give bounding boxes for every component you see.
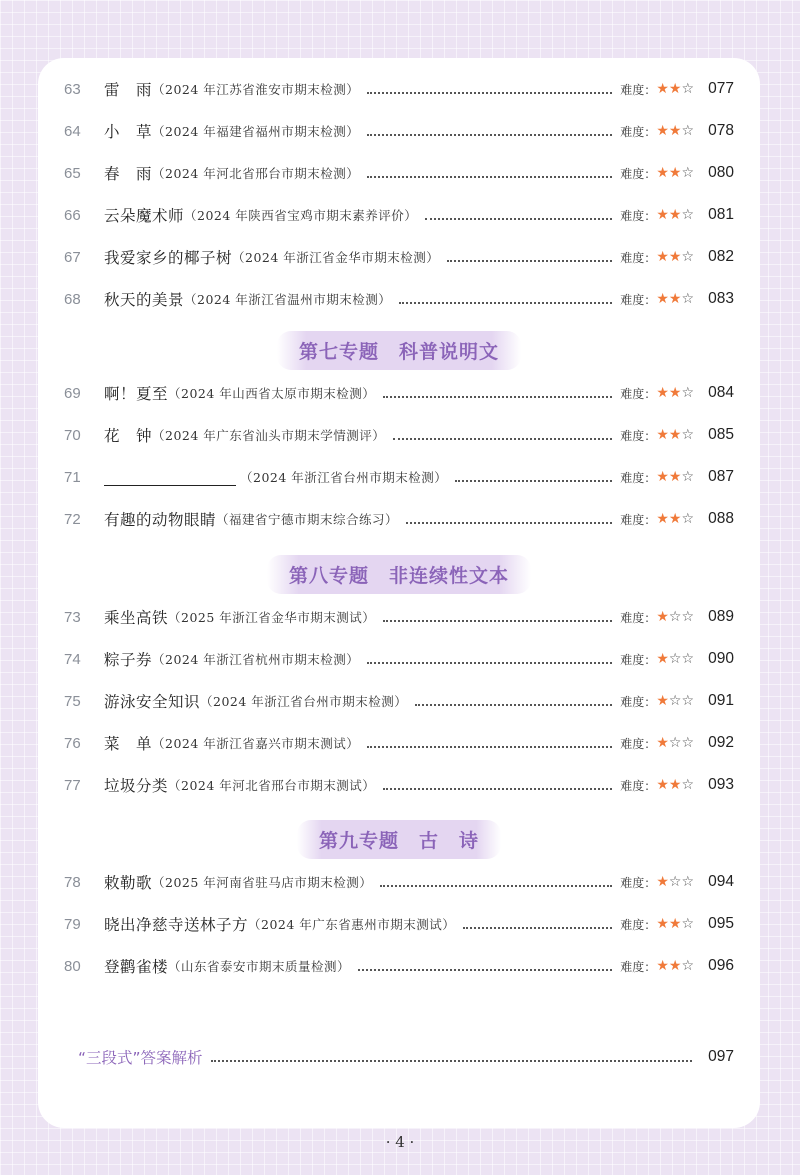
entry-title: 垃圾分类 [104, 777, 169, 795]
toc-entry[interactable] [38, 278, 760, 320]
entry-source: （2024 年陕西省宝鸡市期末素养评价） [184, 208, 418, 223]
difficulty-stars [656, 609, 694, 625]
entry-number: 73 [64, 608, 81, 626]
leader-dots [383, 620, 612, 622]
difficulty-stars [656, 207, 694, 223]
empty-star-icon: ☆ [668, 651, 682, 667]
difficulty-label: 难度： [620, 610, 657, 625]
empty-star-icon: ☆ [681, 207, 694, 223]
filled-star-icon: ★ [656, 777, 669, 793]
difficulty-label: 难度： [620, 166, 657, 181]
empty-star-icon: ☆ [681, 958, 694, 974]
filled-star-icon: ★ [656, 249, 669, 265]
filled-star-icon: ★ [668, 958, 682, 974]
leader-dots [367, 746, 612, 748]
entry-page: 078 [708, 122, 734, 139]
leader-dots [406, 522, 612, 524]
difficulty-stars [656, 735, 694, 751]
difficulty-stars [656, 916, 694, 932]
title-blank-line [104, 469, 236, 486]
entry-source: （2024 年浙江省杭州市期末检测） [152, 652, 360, 667]
section-banner: 第九专题 古 诗 [297, 820, 501, 859]
toc-entry[interactable] [38, 722, 760, 764]
entry-source: （2024 年浙江省台州市期末检测） [200, 694, 408, 709]
entry-source: （2024 年浙江省台州市期末检测） [240, 470, 448, 485]
filled-star-icon: ★ [668, 123, 682, 139]
leader-dots [425, 218, 612, 220]
entry-page: 089 [708, 608, 734, 625]
leader-dots [455, 480, 612, 482]
entry-title: 晓出净慈寺送林子方 [104, 916, 249, 934]
empty-star-icon: ☆ [681, 511, 694, 527]
section-banner-wrap [38, 820, 760, 859]
entry-title: 秋天的美景 [104, 291, 185, 309]
answer-key-entry[interactable] [38, 1042, 760, 1072]
entry-number: 79 [64, 915, 81, 933]
entry-source: （山东省泰安市期末质量检测） [168, 959, 351, 974]
leader-dots [415, 704, 612, 706]
toc-section [38, 372, 760, 540]
entry-title: 春 雨 [104, 165, 153, 183]
entry-page: 088 [708, 510, 734, 527]
entry-number: 66 [64, 206, 81, 224]
filled-star-icon: ★ [656, 385, 669, 401]
entry-number: 80 [64, 957, 81, 975]
difficulty-label: 难度： [620, 470, 657, 485]
section-banner: 第七专题 科普说明文 [277, 331, 521, 370]
difficulty-label: 难度： [620, 694, 657, 709]
entry-title: 敕勒歌 [104, 874, 153, 892]
toc-entry[interactable] [38, 638, 760, 680]
entry-source: （2024 年浙江省金华市期末检测） [232, 250, 440, 265]
empty-star-icon: ☆ [668, 609, 682, 625]
entry-title: 粽子券 [104, 651, 153, 669]
entry-page: 084 [708, 384, 734, 401]
difficulty-stars [656, 469, 694, 485]
entry-number: 78 [64, 873, 81, 891]
answer-key-label: “三段式”答案解析 [78, 1049, 203, 1067]
entry-number: 74 [64, 650, 81, 668]
filled-star-icon: ★ [668, 777, 682, 793]
entry-number: 72 [64, 510, 81, 528]
filled-star-icon: ★ [668, 469, 682, 485]
entry-page: 096 [708, 957, 734, 974]
empty-star-icon: ☆ [681, 693, 694, 709]
difficulty-label: 难度： [620, 208, 657, 223]
empty-star-icon: ☆ [681, 427, 694, 443]
toc-entry[interactable] [38, 372, 760, 414]
filled-star-icon: ★ [668, 207, 682, 223]
entry-title: 花 钟 [104, 427, 153, 445]
empty-star-icon: ☆ [681, 469, 694, 485]
difficulty-label: 难度： [620, 875, 657, 890]
filled-star-icon: ★ [656, 207, 669, 223]
leader-dots [367, 134, 612, 136]
toc-entry[interactable] [38, 152, 760, 194]
section-banner-wrap [38, 331, 760, 370]
entry-page: 090 [708, 650, 734, 667]
toc-entry[interactable] [38, 498, 760, 540]
leader-dots [399, 302, 612, 304]
leader-dots [447, 260, 612, 262]
entry-source: （2024 年广东省惠州市期末测试） [248, 917, 456, 932]
entry-page: 083 [708, 290, 734, 307]
difficulty-stars [656, 385, 694, 401]
entry-source: （2024 年江苏省淮安市期末检测） [152, 82, 360, 97]
filled-star-icon: ★ [656, 81, 669, 97]
difficulty-stars [656, 81, 694, 97]
toc-section [38, 596, 760, 806]
leader-dots [463, 927, 612, 929]
entry-number: 64 [64, 122, 81, 140]
filled-star-icon: ★ [656, 916, 669, 932]
toc-entry[interactable] [38, 236, 760, 278]
entry-page: 094 [708, 873, 734, 890]
toc-entry[interactable] [38, 596, 760, 638]
section-banner-wrap [38, 555, 760, 594]
toc-entry[interactable] [38, 861, 760, 903]
difficulty-label: 难度： [620, 512, 657, 527]
leader-dots [211, 1060, 692, 1062]
difficulty-stars [656, 693, 694, 709]
entry-source: （2024 年浙江省温州市期末检测） [184, 292, 392, 307]
toc-entry[interactable] [38, 68, 760, 110]
entry-page: 081 [708, 206, 734, 223]
entry-title: 云朵魔术师 [104, 207, 185, 225]
entry-page: 093 [708, 776, 734, 793]
entry-number: 71 [64, 468, 81, 486]
empty-star-icon: ☆ [681, 249, 694, 265]
difficulty-stars [656, 427, 694, 443]
entry-page: 095 [708, 915, 734, 932]
entry-title: 登鹳雀楼 [104, 958, 169, 976]
difficulty-label: 难度： [620, 386, 657, 401]
filled-star-icon: ★ [656, 735, 669, 751]
empty-star-icon: ☆ [681, 81, 694, 97]
empty-star-icon: ☆ [681, 735, 694, 751]
entry-number: 68 [64, 290, 81, 308]
entry-source: （2025 年浙江省金华市期末测试） [168, 610, 376, 625]
filled-star-icon: ★ [668, 291, 682, 307]
difficulty-stars [656, 874, 694, 890]
entry-source: （2024 年山西省太原市期末检测） [168, 386, 376, 401]
filled-star-icon: ★ [668, 916, 682, 932]
entry-source: （福建省宁德市期末综合练习） [216, 512, 399, 527]
leader-dots [383, 788, 612, 790]
filled-star-icon: ★ [656, 427, 669, 443]
difficulty-label: 难度： [620, 778, 657, 793]
entry-page: 077 [708, 80, 734, 97]
difficulty-label: 难度： [620, 292, 657, 307]
empty-star-icon: ☆ [681, 165, 694, 181]
difficulty-stars [656, 511, 694, 527]
filled-star-icon: ★ [656, 469, 669, 485]
difficulty-label: 难度： [620, 959, 657, 974]
filled-star-icon: ★ [656, 609, 669, 625]
filled-star-icon: ★ [668, 385, 682, 401]
entry-number: 75 [64, 692, 81, 710]
entry-page: 082 [708, 248, 734, 265]
filled-star-icon: ★ [656, 874, 669, 890]
difficulty-stars [656, 249, 694, 265]
filled-star-icon: ★ [656, 693, 669, 709]
entry-page: 087 [708, 468, 734, 485]
difficulty-label: 难度： [620, 82, 657, 97]
empty-star-icon: ☆ [681, 916, 694, 932]
entry-number: 70 [64, 426, 81, 444]
empty-star-icon: ☆ [681, 385, 694, 401]
leader-dots [367, 662, 612, 664]
entry-number: 67 [64, 248, 81, 266]
difficulty-label: 难度： [620, 124, 657, 139]
toc-section [38, 68, 760, 320]
entry-page: 091 [708, 692, 734, 709]
difficulty-label: 难度： [620, 250, 657, 265]
filled-star-icon: ★ [656, 291, 669, 307]
empty-star-icon: ☆ [681, 609, 694, 625]
toc-entry[interactable] [38, 903, 760, 945]
entry-source: （2024 年河北省邢台市期末测试） [168, 778, 376, 793]
entry-title: 小 草 [104, 123, 153, 141]
difficulty-stars [656, 123, 694, 139]
page-number: · 4 · [385, 1133, 415, 1151]
empty-star-icon: ☆ [668, 874, 682, 890]
entry-title: 啊！夏至 [104, 385, 169, 403]
filled-star-icon: ★ [656, 511, 669, 527]
difficulty-label: 难度： [620, 652, 657, 667]
entry-number: 63 [64, 80, 81, 98]
filled-star-icon: ★ [668, 427, 682, 443]
filled-star-icon: ★ [668, 249, 682, 265]
leader-dots [367, 92, 612, 94]
difficulty-stars [656, 958, 694, 974]
entry-source: （2024 年浙江省嘉兴市期末测试） [152, 736, 360, 751]
toc-entry[interactable] [38, 764, 760, 806]
entry-title: 雷 雨 [104, 81, 153, 99]
filled-star-icon: ★ [668, 511, 682, 527]
empty-star-icon: ☆ [681, 651, 694, 667]
toc-entry[interactable] [38, 456, 760, 498]
entry-page: 092 [708, 734, 734, 751]
entry-number: 69 [64, 384, 81, 402]
difficulty-label: 难度： [620, 428, 657, 443]
empty-star-icon: ☆ [681, 874, 694, 890]
entry-source: （2024 年广东省汕头市期末学情测评） [152, 428, 386, 443]
filled-star-icon: ★ [656, 123, 669, 139]
leader-dots [380, 885, 612, 887]
filled-star-icon: ★ [668, 165, 682, 181]
entry-title: 我爱家乡的椰子树 [104, 249, 233, 267]
entry-title: 乘坐高铁 [104, 609, 169, 627]
empty-star-icon: ☆ [668, 735, 682, 751]
empty-star-icon: ☆ [681, 123, 694, 139]
leader-dots [358, 969, 612, 971]
difficulty-stars [656, 777, 694, 793]
filled-star-icon: ★ [656, 165, 669, 181]
difficulty-stars [656, 165, 694, 181]
entry-title: 有趣的动物眼睛 [104, 511, 217, 529]
entry-number: 77 [64, 776, 81, 794]
empty-star-icon: ☆ [681, 291, 694, 307]
entry-page: 080 [708, 164, 734, 181]
entry-title: 菜 单 [104, 735, 153, 753]
empty-star-icon: ☆ [668, 693, 682, 709]
filled-star-icon: ★ [668, 81, 682, 97]
entry-source: （2025 年河南省驻马店市期末检测） [152, 875, 373, 890]
leader-dots [383, 396, 612, 398]
toc-entry[interactable] [38, 110, 760, 152]
toc-card [38, 58, 760, 1128]
entry-number: 65 [64, 164, 81, 182]
entry-source: （2024 年河北省邢台市期末检测） [152, 166, 360, 181]
filled-star-icon: ★ [656, 958, 669, 974]
difficulty-stars [656, 651, 694, 667]
entry-page: 085 [708, 426, 734, 443]
section-banner: 第八专题 非连续性文本 [267, 555, 531, 594]
entry-source: （2024 年福建省福州市期末检测） [152, 124, 360, 139]
leader-dots [367, 176, 612, 178]
entry-number: 76 [64, 734, 81, 752]
empty-star-icon: ☆ [681, 777, 694, 793]
entry-title: 游泳安全知识 [104, 693, 201, 711]
toc-entry[interactable] [38, 945, 760, 987]
toc-entry[interactable] [38, 680, 760, 722]
difficulty-label: 难度： [620, 736, 657, 751]
leader-dots [393, 438, 612, 440]
difficulty-label: 难度： [620, 917, 657, 932]
toc-entry[interactable] [38, 194, 760, 236]
difficulty-stars [656, 291, 694, 307]
toc-entry[interactable] [38, 414, 760, 456]
toc-section [38, 861, 760, 987]
answer-key-page: 097 [708, 1048, 734, 1065]
filled-star-icon: ★ [656, 651, 669, 667]
